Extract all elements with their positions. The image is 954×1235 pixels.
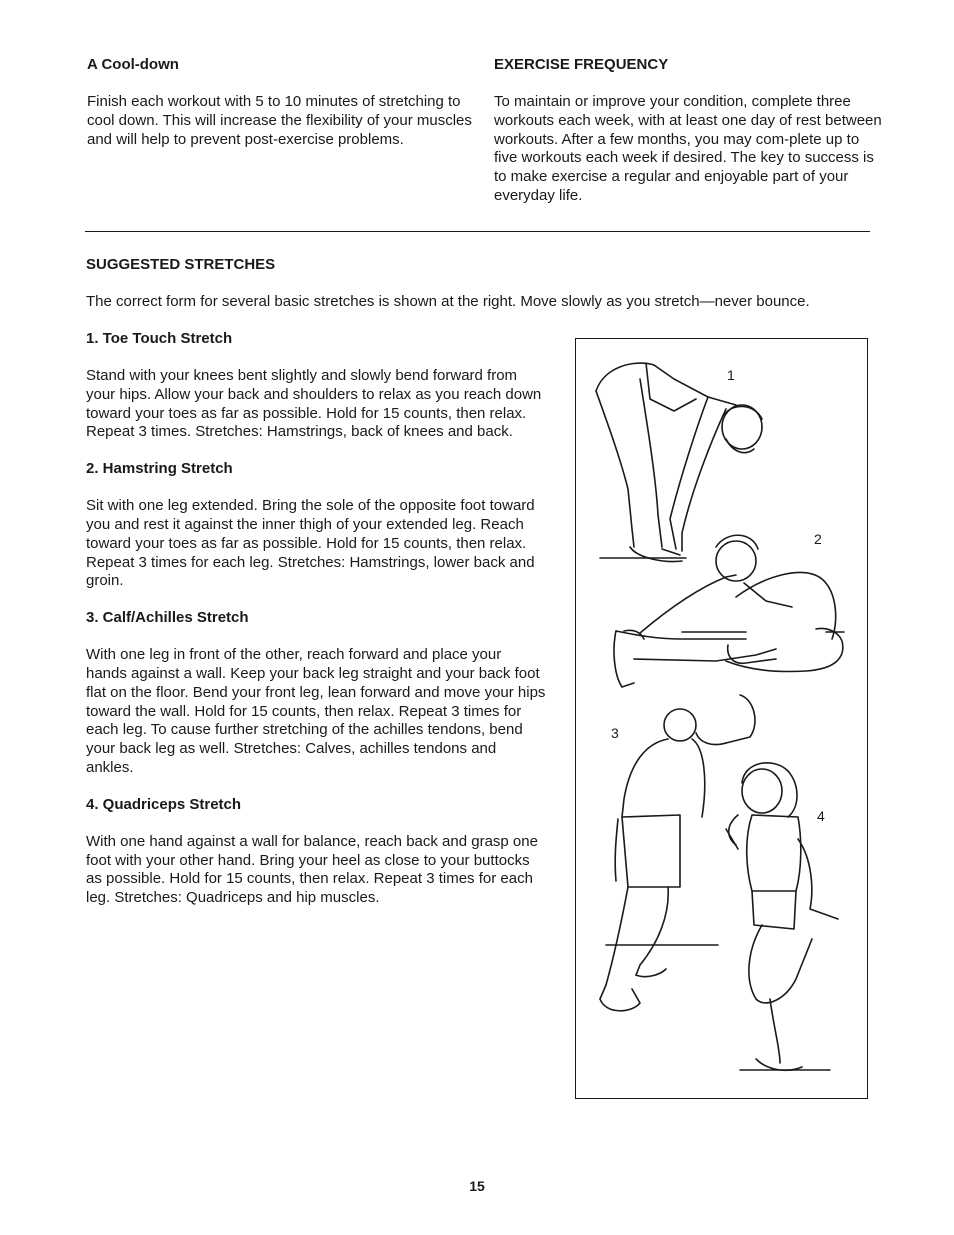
cooldown-body: Finish each workout with 5 to 10 minutes of stretching to cool down. This will increase the flexibility of your muscles and will help to prevent post-exercise problems. (87, 93, 472, 148)
stretches-section (86, 256, 876, 312)
stretches-intro: The correct form for several basic stretches is shown at the right. Move slowly as you stretch—never bounce. (86, 293, 810, 310)
figure-label-4: 4 (817, 808, 825, 824)
figure-label-2: 2 (814, 531, 822, 547)
stretch-item-hamstring (86, 460, 546, 591)
stretch-body: With one leg in front of the other, reach forward and place your hands against a wall. Keep your back leg straight and your back foot flat on the floor. Bend your front leg, lean forward and move your hips toward the wall. Hold for 15 counts, then relax. Repeat 3 times for each leg. To cause further stretching of the achilles tendons, bend your back leg as well. Stretches: Calves, achilles tendons and ankles. (86, 646, 546, 776)
stretch-item-toe-touch (86, 330, 546, 442)
stretch-body: Sit with one leg extended. Bring the sole of the opposite foot toward you and rest it against the inner thigh of your extended leg. Reach toward your toes as far as possible. Hold for 15 counts, then relax. Repeat 3 times for each leg. Stretches: Hamstrings, lower back and groin. (86, 497, 535, 590)
stretch-body: With one hand against a wall for balance, reach back and grasp one foot with your other hand. Bring your heel as close to your buttocks as possible. Hold for 15 counts, then relax. Repeat 3 times for each leg. Stretches: Quadriceps and hip muscles. (86, 832, 538, 907)
frequency-section (494, 56, 886, 206)
calf-achilles-figure (600, 695, 755, 1011)
stretch-figures-drawing (576, 339, 869, 1100)
stretch-title: 2. Hamstring Stretch (86, 460, 233, 478)
frequency-heading: EXERCISE FREQUENCY (494, 56, 669, 73)
cooldown-heading: A Cool-down (87, 56, 179, 73)
stretch-body: Stand with your knees bent slightly and slowly bend forward from your hips. Allow your back and shoulders to relax as you reach down toward your toes as far as possible. Hold for 15 counts, then relax. Repeat 3 times. Stretches: Hamstrings, back of knees and back. (86, 367, 542, 441)
frequency-body: To maintain or improve your condition, complete three workouts each week, with at least one day of rest between workouts. After a few months, you may com-plete up to five workouts each week if desired. The key to success is to make exercise a regular and enjoyable part of your everyday life. (494, 93, 882, 204)
stretch-title: 1. Toe Touch Stretch (86, 330, 233, 347)
cooldown-section (87, 56, 477, 149)
stretch-item-calf-achilles (86, 609, 546, 778)
stretch-title: 4. Quadriceps Stretch (86, 795, 242, 813)
figure-label-1: 1 (727, 367, 735, 383)
toe-touch-figure (596, 363, 762, 561)
stretch-title: 3. Calf/Achilles Stretch (86, 609, 249, 627)
stretch-item-quadriceps (86, 796, 546, 908)
page-number: 15 (469, 1178, 485, 1194)
stretch-illustration (575, 338, 868, 1099)
stretches-heading: SUGGESTED STRETCHES (86, 256, 276, 273)
stretch-list (86, 330, 546, 908)
section-divider (85, 231, 870, 232)
figure-label-3: 3 (611, 725, 619, 741)
